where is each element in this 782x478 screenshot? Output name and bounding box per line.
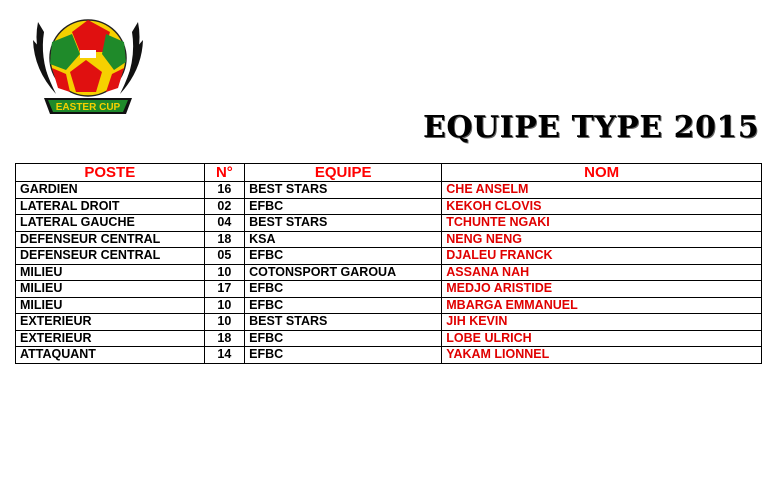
cell-num: 17 [204,281,244,298]
cell-nom: MEDJO ARISTIDE [442,281,762,298]
cell-equipe: EFBC [245,198,442,215]
cell-poste: GARDIEN [16,182,205,199]
page-title: EQUIPE TYPE 2015 [423,110,760,145]
cell-num: 18 [204,330,244,347]
cell-equipe: EFBC [245,248,442,265]
cell-equipe: EFBC [245,297,442,314]
table-row [16,264,762,281]
cell-equipe: EFBC [245,330,442,347]
cell-equipe: BEST STARS [245,182,442,199]
cell-num: 02 [204,198,244,215]
cell-nom: NENG NENG [442,231,762,248]
table-row [16,248,762,265]
header-equipe: EQUIPE [245,164,442,182]
cell-poste: ATTAQUANT [16,347,205,364]
header-poste: POSTE [16,164,205,182]
cell-num: 14 [204,347,244,364]
table-header-row [16,164,762,182]
cell-nom: DJALEU FRANCK [442,248,762,265]
team-table [15,163,762,364]
header-num: N° [204,164,244,182]
table-row [16,330,762,347]
cell-poste: DEFENSEUR CENTRAL [16,231,205,248]
logo-text: EASTER CUP [55,102,121,113]
easter-cup-logo [30,12,146,124]
cell-nom: TCHUNTE NGAKI [442,215,762,232]
soccer-ball-icon [30,12,146,124]
table-row [16,347,762,364]
table-row [16,281,762,298]
cell-nom: MBARGA EMMANUEL [442,297,762,314]
table-row [16,231,762,248]
cell-num: 18 [204,231,244,248]
cell-num: 10 [204,264,244,281]
cell-num: 16 [204,182,244,199]
table-row [16,182,762,199]
cell-nom: JIH KEVIN [442,314,762,331]
cell-equipe: EFBC [245,281,442,298]
cell-nom: YAKAM LIONNEL [442,347,762,364]
cell-poste: EXTERIEUR [16,314,205,331]
cell-nom: LOBE ULRICH [442,330,762,347]
cell-num: 10 [204,314,244,331]
table-row [16,215,762,232]
cell-equipe: BEST STARS [245,215,442,232]
cell-equipe: BEST STARS [245,314,442,331]
cell-poste: DEFENSEUR CENTRAL [16,248,205,265]
table-row [16,297,762,314]
cell-num: 10 [204,297,244,314]
cell-equipe: COTONSPORT GAROUA [245,264,442,281]
cell-equipe: EFBC [245,347,442,364]
cell-poste: EXTERIEUR [16,330,205,347]
cell-num: 05 [204,248,244,265]
cell-poste: MILIEU [16,297,205,314]
cell-poste: LATERAL GAUCHE [16,215,205,232]
table-row [16,198,762,215]
cell-num: 04 [204,215,244,232]
cell-nom: CHE ANSELM [442,182,762,199]
header-nom: NOM [442,164,762,182]
cell-poste: LATERAL DROIT [16,198,205,215]
cell-poste: MILIEU [16,264,205,281]
table-row [16,314,762,331]
cell-nom: ASSANA NAH [442,264,762,281]
cell-poste: MILIEU [16,281,205,298]
cell-equipe: KSA [245,231,442,248]
cell-nom: KEKOH CLOVIS [442,198,762,215]
